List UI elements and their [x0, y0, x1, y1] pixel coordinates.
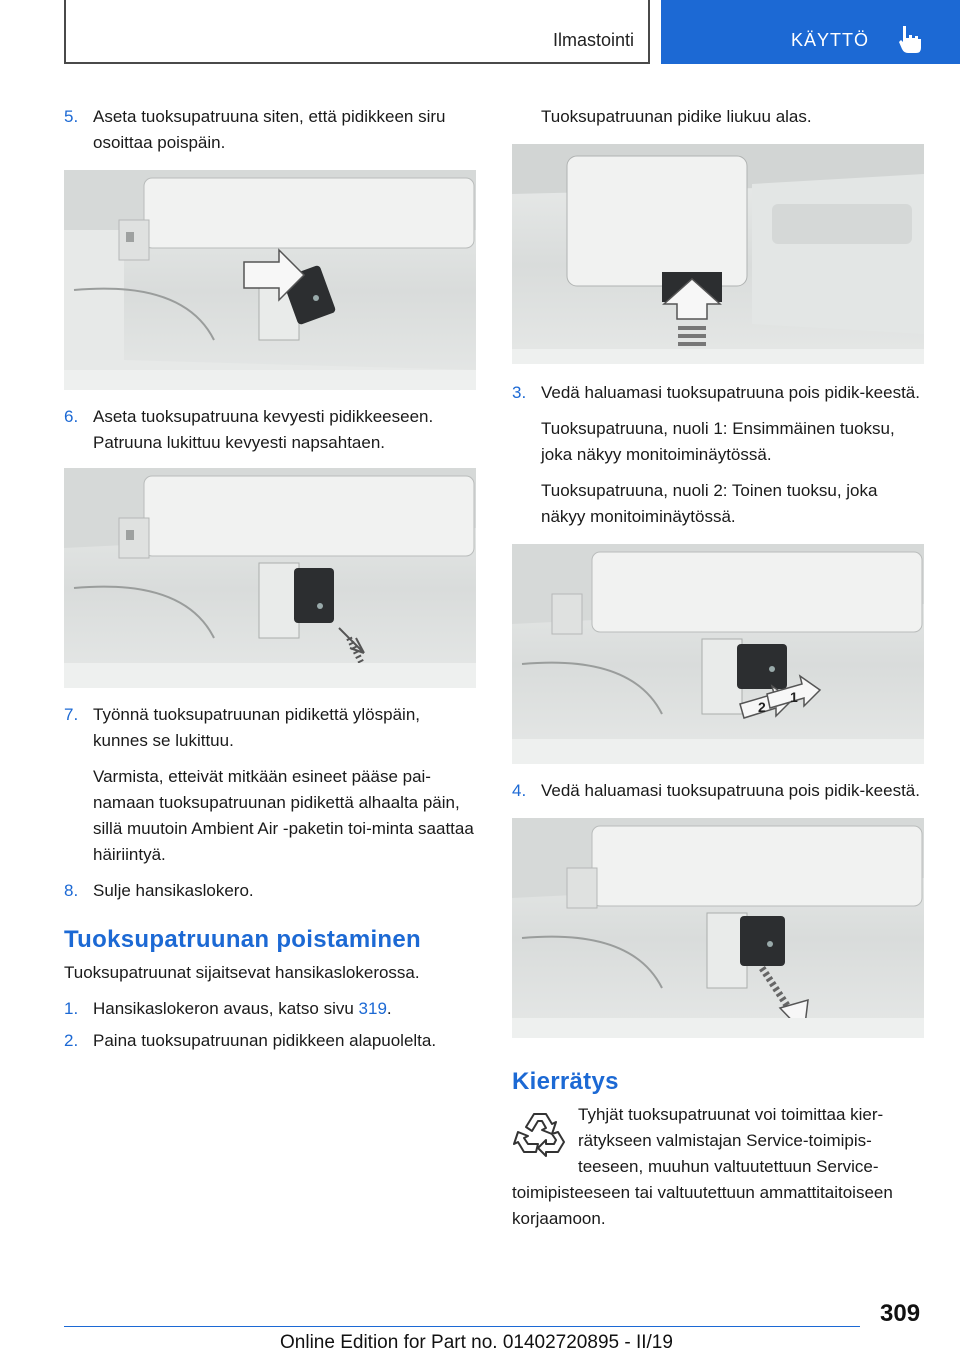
footer-divider — [64, 1326, 860, 1327]
step-number: 1. — [64, 999, 79, 1018]
step-number: 5. — [64, 107, 79, 126]
header-chapter-title: KÄYTTÖ — [791, 30, 870, 50]
arrow-label-1: 1 — [790, 689, 798, 705]
step-note-arrow-2: Tuoksupatruuna, nuoli 2: Toinen tuoksu, joka näkyy monitoiminäytössä. — [541, 481, 878, 526]
step-number: 4. — [512, 781, 527, 800]
hand-pointer-icon — [897, 24, 925, 54]
recycling-section-title: Kierrätys — [512, 1068, 619, 1095]
step-text: Paina tuoksupatruunan pidikkeen alapuolelta. — [93, 1031, 437, 1050]
step-text: Aseta tuoksupatruuna kevyesti pidikkeeseen. Patruuna lukittuu kevyesti napsahtaen. — [93, 407, 434, 452]
step-text: Aseta tuoksupatruuna siten, että pidikkeen siru osoittaa poispäin. — [93, 107, 446, 152]
removal-step-4 — [512, 778, 924, 804]
arrow-label-2: 2 — [758, 699, 766, 715]
slide-description: Tuoksupatruunan pidike liukuu alas. — [541, 107, 812, 126]
step-number: 3. — [512, 383, 527, 402]
step-text: Työnnä tuoksupatruunan pidikettä ylöspäin, kunnes se lukittuu. — [93, 705, 421, 750]
step-text: Hansikaslokeron avaus, katso sivu — [93, 999, 359, 1018]
step-number: 7. — [64, 705, 79, 724]
step-number: 6. — [64, 407, 79, 426]
removal-intro: Tuoksupatruunat sijaitsevat hansikaslokerossa. — [64, 963, 420, 982]
step-text: Vedä haluamasi tuoksupatruuna pois pidik-keestä. — [541, 781, 920, 800]
step-text: Vedä haluamasi tuoksupatruuna pois pidik-keestä. — [541, 383, 920, 402]
removal-step-2 — [64, 1028, 476, 1054]
step-note-arrow-1: Tuoksupatruuna, nuoli 1: Ensimmäinen tuoksu, joka näkyy monitoiminäytössä. — [541, 419, 895, 464]
header-chapter-tab — [661, 0, 960, 64]
recycling-text: Tyhjät tuoksupatruunat voi toimittaa kier-rätykseen valmistajan Service-toimipis-teeseen, muuhun valtuutettuun Service-toimipisteeseen tai valtuutettuun ammattitaitoiseen korjaamoon. — [512, 1102, 924, 1232]
step-number: 8. — [64, 881, 79, 900]
left-column — [64, 104, 476, 1054]
header-section-title: Ilmastointi — [552, 30, 634, 50]
step-7 — [64, 702, 476, 868]
header-section-box — [64, 0, 650, 64]
removal-step-1: 1. Hansikaslokeron avaus, katso sivu 319. — [64, 996, 476, 1022]
step-note: Varmista, etteivät mitkään esineet pääse pai-namaan tuoksupatruunan pidikettä alhaalta päin, sillä muutoin Ambient Air -paketin toi-minta saattaa häiriintyä. — [93, 767, 474, 864]
right-column — [512, 104, 924, 1232]
removal-step-3 — [512, 380, 924, 530]
photo-holder-slides-down — [512, 144, 924, 364]
page-link-319[interactable]: 319 — [358, 999, 387, 1018]
page-number: 309 — [880, 1300, 921, 1327]
photo-pull-out-cartridge — [512, 818, 924, 1038]
photo-cartridge-arrows — [512, 544, 924, 764]
step-number: 2. — [64, 1031, 79, 1050]
step-6 — [64, 404, 476, 456]
removal-section-title: Tuoksupatruunan poistaminen — [64, 926, 422, 953]
step-8 — [64, 878, 476, 904]
recycling-block — [512, 1102, 924, 1232]
footer-edition: Online Edition for Part no. 01402720895 - II/19 — [280, 1332, 673, 1353]
step-text: Sulje hansikaslokero. — [93, 881, 254, 900]
photo-lock-cartridge — [64, 468, 476, 688]
step-5 — [64, 104, 476, 156]
recycle-icon — [512, 1108, 568, 1160]
photo-insert-cartridge — [64, 170, 476, 390]
